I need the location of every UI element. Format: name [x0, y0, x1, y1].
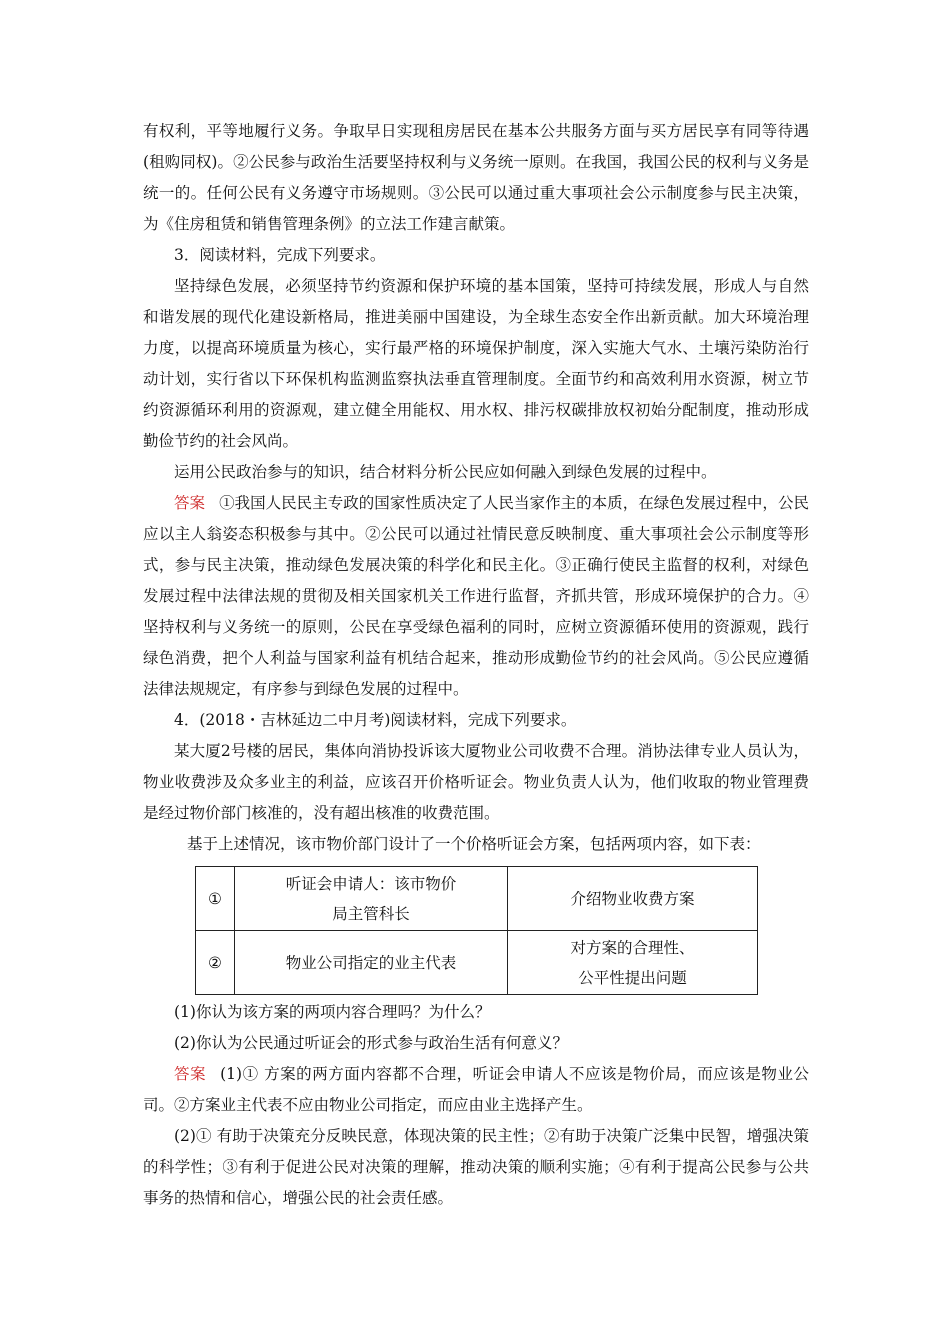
table-row: [196, 931, 758, 995]
hearing-plan-table: [195, 866, 758, 995]
question-4-sub-1: (1)你认为该方案的两项内容合理吗？为什么？: [174, 1003, 491, 1021]
answer-label: 答案: [174, 494, 206, 512]
question-3-answer-text: ①我国人民民主专政的国家性质决定了人民当家作主的本质，在绿色发展过程中，公民应以主人翁姿态积极参与其中。②公民可以通过社情民意反映制度、重大事项社会公示制度等形式，参与民主决策，推动绿色发展决策的科学化和民主化。③正确行使民主监督的权利，对绿色发展过程中法律法规的贯彻及相关国家机关工作进行监督，齐抓共管，形成环境保护的合力。④坚持权利与义务统一的原则，公民在享受绿色福利的同时，应树立资源循环使用的资源观，践行绿色消费，把个人利益与国家利益有机结合起来，推动形成勤俭节约的社会风尚。⑤公民应遵循法律法规规定，有序参与到绿色发展的过程中。: [143, 494, 809, 698]
question-3-prompt: 运用公民政治参与的知识，结合材料分析公民应如何融入到绿色发展的过程中。: [174, 463, 717, 481]
question-4-sub-2: (2)你认为公民通过听证会的形式参与政治生活有何意义？: [174, 1034, 568, 1052]
table-cell-participant: 听证会申请人：该市物价 局主管科长: [235, 867, 508, 931]
question-3-answer: [143, 488, 809, 705]
table-row: [196, 867, 758, 931]
document-page: [143, 116, 809, 1214]
table-cell-content: 介绍物业收费方案: [508, 867, 758, 931]
table-cell-number: ②: [196, 931, 235, 995]
question-4-answer-2: (2)① 有助于决策充分反映民意，体现决策的民主性；②有助于决策广泛集中民智，增强决策的科学性；③有利于促进公民对决策的理解，推动决策的顺利实施；④有利于提高公民参与公共事务的热情和信心，增强公民的社会责任感。: [143, 1127, 809, 1207]
question-3-heading: 3．阅读材料，完成下列要求。: [174, 246, 386, 264]
table-cell-content: 对方案的合理性、 公平性提出问题: [508, 931, 758, 995]
question-4-answer-1-text: (1)① 方案的两方面内容都不合理，听证会申请人不应该是物价局，而应该是物业公司。②方案业主代表不应由物业公司指定，而应由业主选择产生。: [143, 1065, 809, 1114]
question-4-material: 某大厦2号楼的居民，集体向消协投诉该大厦物业公司收费不合理。消协法律专业人员认为，物业收费涉及众多业主的利益，应该召开价格听证会。物业负责人认为，他们收取的物业管理费是经过物价部门核准的，没有超出核准的收费范围。: [143, 742, 809, 822]
continued-answer-paragraph: 有权利，平等地履行义务。争取早日实现租房居民在基本公共服务方面与买方居民享有同等待遇(租购同权)。②公民参与政治生活要坚持权利与义务统一原则。在我国，我国公民的权利与义务是统一的。任何公民有义务遵守市场规则。③公民可以通过重大事项社会公示制度参与民主决策，为《住房租赁和销售管理条例》的立法工作建言献策。: [143, 122, 809, 233]
table-cell-number: ①: [196, 867, 235, 931]
question-4-heading: 4．(2018・吉林延边二中月考)阅读材料，完成下列要求。: [174, 711, 577, 729]
question-4-intro: 基于上述情况，该市物价部门设计了一个价格听证会方案，包括两项内容，如下表：: [187, 835, 761, 853]
question-3-material: 坚持绿色发展，必须坚持节约资源和保护环境的基本国策，坚持可持续发展，形成人与自然和谐发展的现代化建设新格局，推进美丽中国建设，为全球生态安全作出新贡献。加大环境治理力度，以提高环境质量为核心，实行最严格的环境保护制度，深入实施大气水、土壤污染防治行动计划，实行省以下环保机构监测监察执法垂直管理制度。全面节约和高效利用水资源，树立节约资源循环利用的资源观，建立健全用能权、用水权、排污权碳排放权初始分配制度，推动形成勤俭节约的社会风尚。: [143, 277, 809, 450]
answer-label: 答案: [174, 1065, 207, 1083]
question-4-answer-1: [143, 1059, 809, 1121]
table-cell-participant: 物业公司指定的业主代表: [235, 931, 508, 995]
